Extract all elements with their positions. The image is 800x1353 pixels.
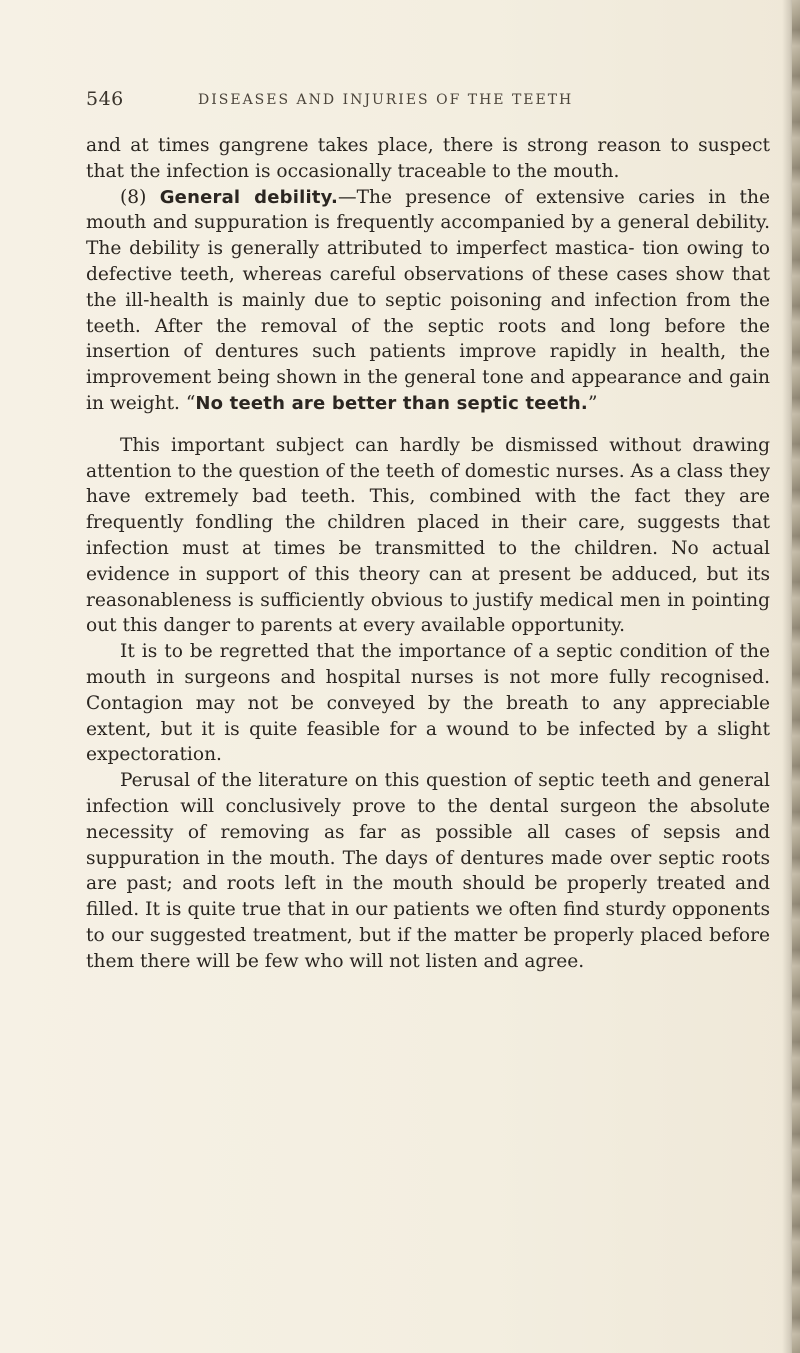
body-text <box>86 133 770 975</box>
closing-quote: ” <box>587 392 598 414</box>
emphasized-quote: No teeth are better than septic teeth. <box>195 392 588 414</box>
binding-edge-strip <box>792 0 800 1353</box>
section-heading: General debility. <box>159 186 338 208</box>
paragraph-general-debility <box>86 185 770 417</box>
paragraph-domestic-nurses: This important subject can hardly be dismissed without drawing attention to the question of the teeth of domestic nurses. As a class they have extremely bad teeth. This, combined with the fact they are frequently fondling the children placed in their care, suggests that infection must at times be transmitted to the children. No actual evidence in support of this theory can at present be adduced, but its reasonableness is sufficiently obvious to justify medical men in pointing out this danger to parents at every available opportunity. <box>86 434 770 637</box>
paragraph-literature: Perusal of the literature on this question of septic teeth and general infection will conclusively prove to the dental surgeon the absolute necessity of removing as far as possible all cases of sepsis and suppuration in the mouth. The days of dentures made over septic roots are past; and roots left in the mouth should be properly treated and filled. It is quite true that in our patients we often find sturdy opponents to our suggested treatment, but if the matter be properly placed before them there will be few who will not listen and agree. <box>86 770 770 972</box>
paragraph-continuation: and at times gangrene takes place, there is strong reason to suspect that the infection is occasionally traceable to the mouth. <box>86 135 770 182</box>
section-number: (8) <box>120 186 147 208</box>
running-head: DISEASES AND INJURIES OF THE TEETH <box>198 92 574 108</box>
section-text: —The presence of extensive caries in the mouth and suppuration is frequently accompanied by a general debility. The debility is generally attributed to imperfect mastica- tion owing to defective teeth, whereas careful observations of these cases show that the ill-health is mainly due to septic poisoning and infection from the teeth. After the removal of the septic roots and long before the insertion of dentures such patients improve rapidly in health, the improvement being shown in the general tone and appearance and gain in weight. “ <box>86 186 770 414</box>
page-header <box>86 88 766 118</box>
paragraph-surgeons-nurses: It is to be regretted that the importance of a septic condition of the mouth in surgeons and hospital nurses is not more fully recognised. Contagion may not be conveyed by the breath to any appreciable extent, but it is quite feasible for a wound to be infected by a slight expectoration. <box>86 641 770 766</box>
page-number: 546 <box>86 88 124 110</box>
